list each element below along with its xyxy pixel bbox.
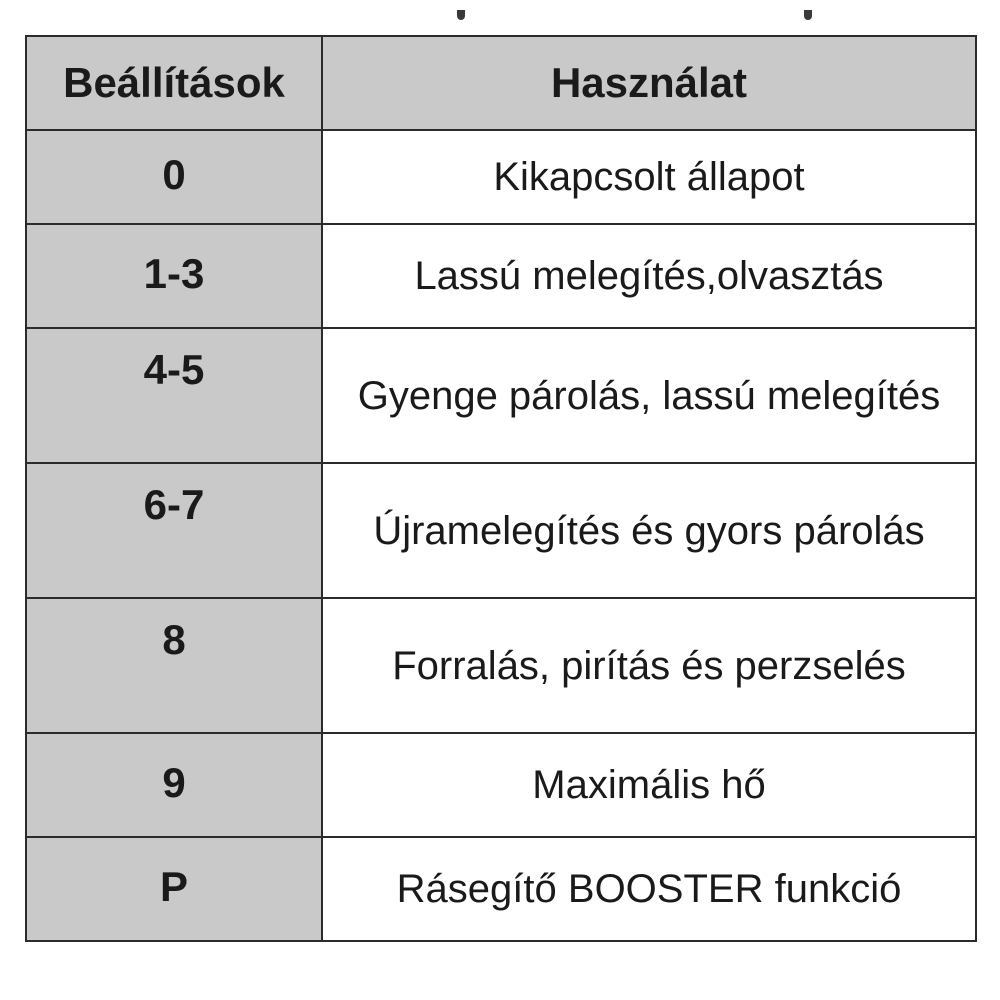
setting-value: 9 <box>162 759 186 806</box>
table-row <box>26 463 976 598</box>
setting-cell <box>26 733 322 837</box>
table-row <box>26 130 976 224</box>
usage-cell <box>322 837 976 941</box>
setting-value: 1-3 <box>143 250 205 297</box>
clipped-heading-remnant <box>0 0 1000 30</box>
setting-value: P <box>159 863 188 910</box>
table-row <box>26 224 976 328</box>
setting-value: 4-5 <box>143 345 205 393</box>
usage-text: Újramelegítés és gyors párolás <box>373 508 925 553</box>
setting-cell <box>26 598 322 733</box>
setting-cell <box>26 224 322 328</box>
usage-text: Maximális hő <box>532 763 766 807</box>
cooktop-settings-table <box>25 35 977 942</box>
usage-text: Kikapcsolt állapot <box>493 155 805 199</box>
glyph-fragment <box>804 10 812 20</box>
usage-cell <box>322 598 976 733</box>
usage-cell <box>322 130 976 224</box>
usage-cell <box>322 328 976 463</box>
table-row <box>26 328 976 463</box>
table-header-row <box>26 36 976 130</box>
setting-value: 8 <box>162 615 186 663</box>
setting-cell <box>26 837 322 941</box>
usage-cell <box>322 463 976 598</box>
usage-cell <box>322 733 976 837</box>
table-row <box>26 837 976 941</box>
usage-cell <box>322 224 976 328</box>
setting-cell <box>26 130 322 224</box>
table-row <box>26 733 976 837</box>
usage-text: Forralás, pirítás és perzselés <box>392 643 906 688</box>
usage-text: Lassú melegítés,olvasztás <box>414 254 884 298</box>
header-settings: Beállítások <box>26 36 322 130</box>
glyph-fragment <box>457 10 465 20</box>
setting-value: 0 <box>162 151 186 198</box>
usage-text: Gyenge párolás, lassú melegítés <box>357 373 941 418</box>
table-row <box>26 598 976 733</box>
setting-cell <box>26 328 322 463</box>
setting-cell <box>26 463 322 598</box>
setting-value: 6-7 <box>143 480 205 528</box>
header-usage: Használat <box>322 36 976 130</box>
usage-text: Rásegítő BOOSTER funkció <box>396 867 902 911</box>
